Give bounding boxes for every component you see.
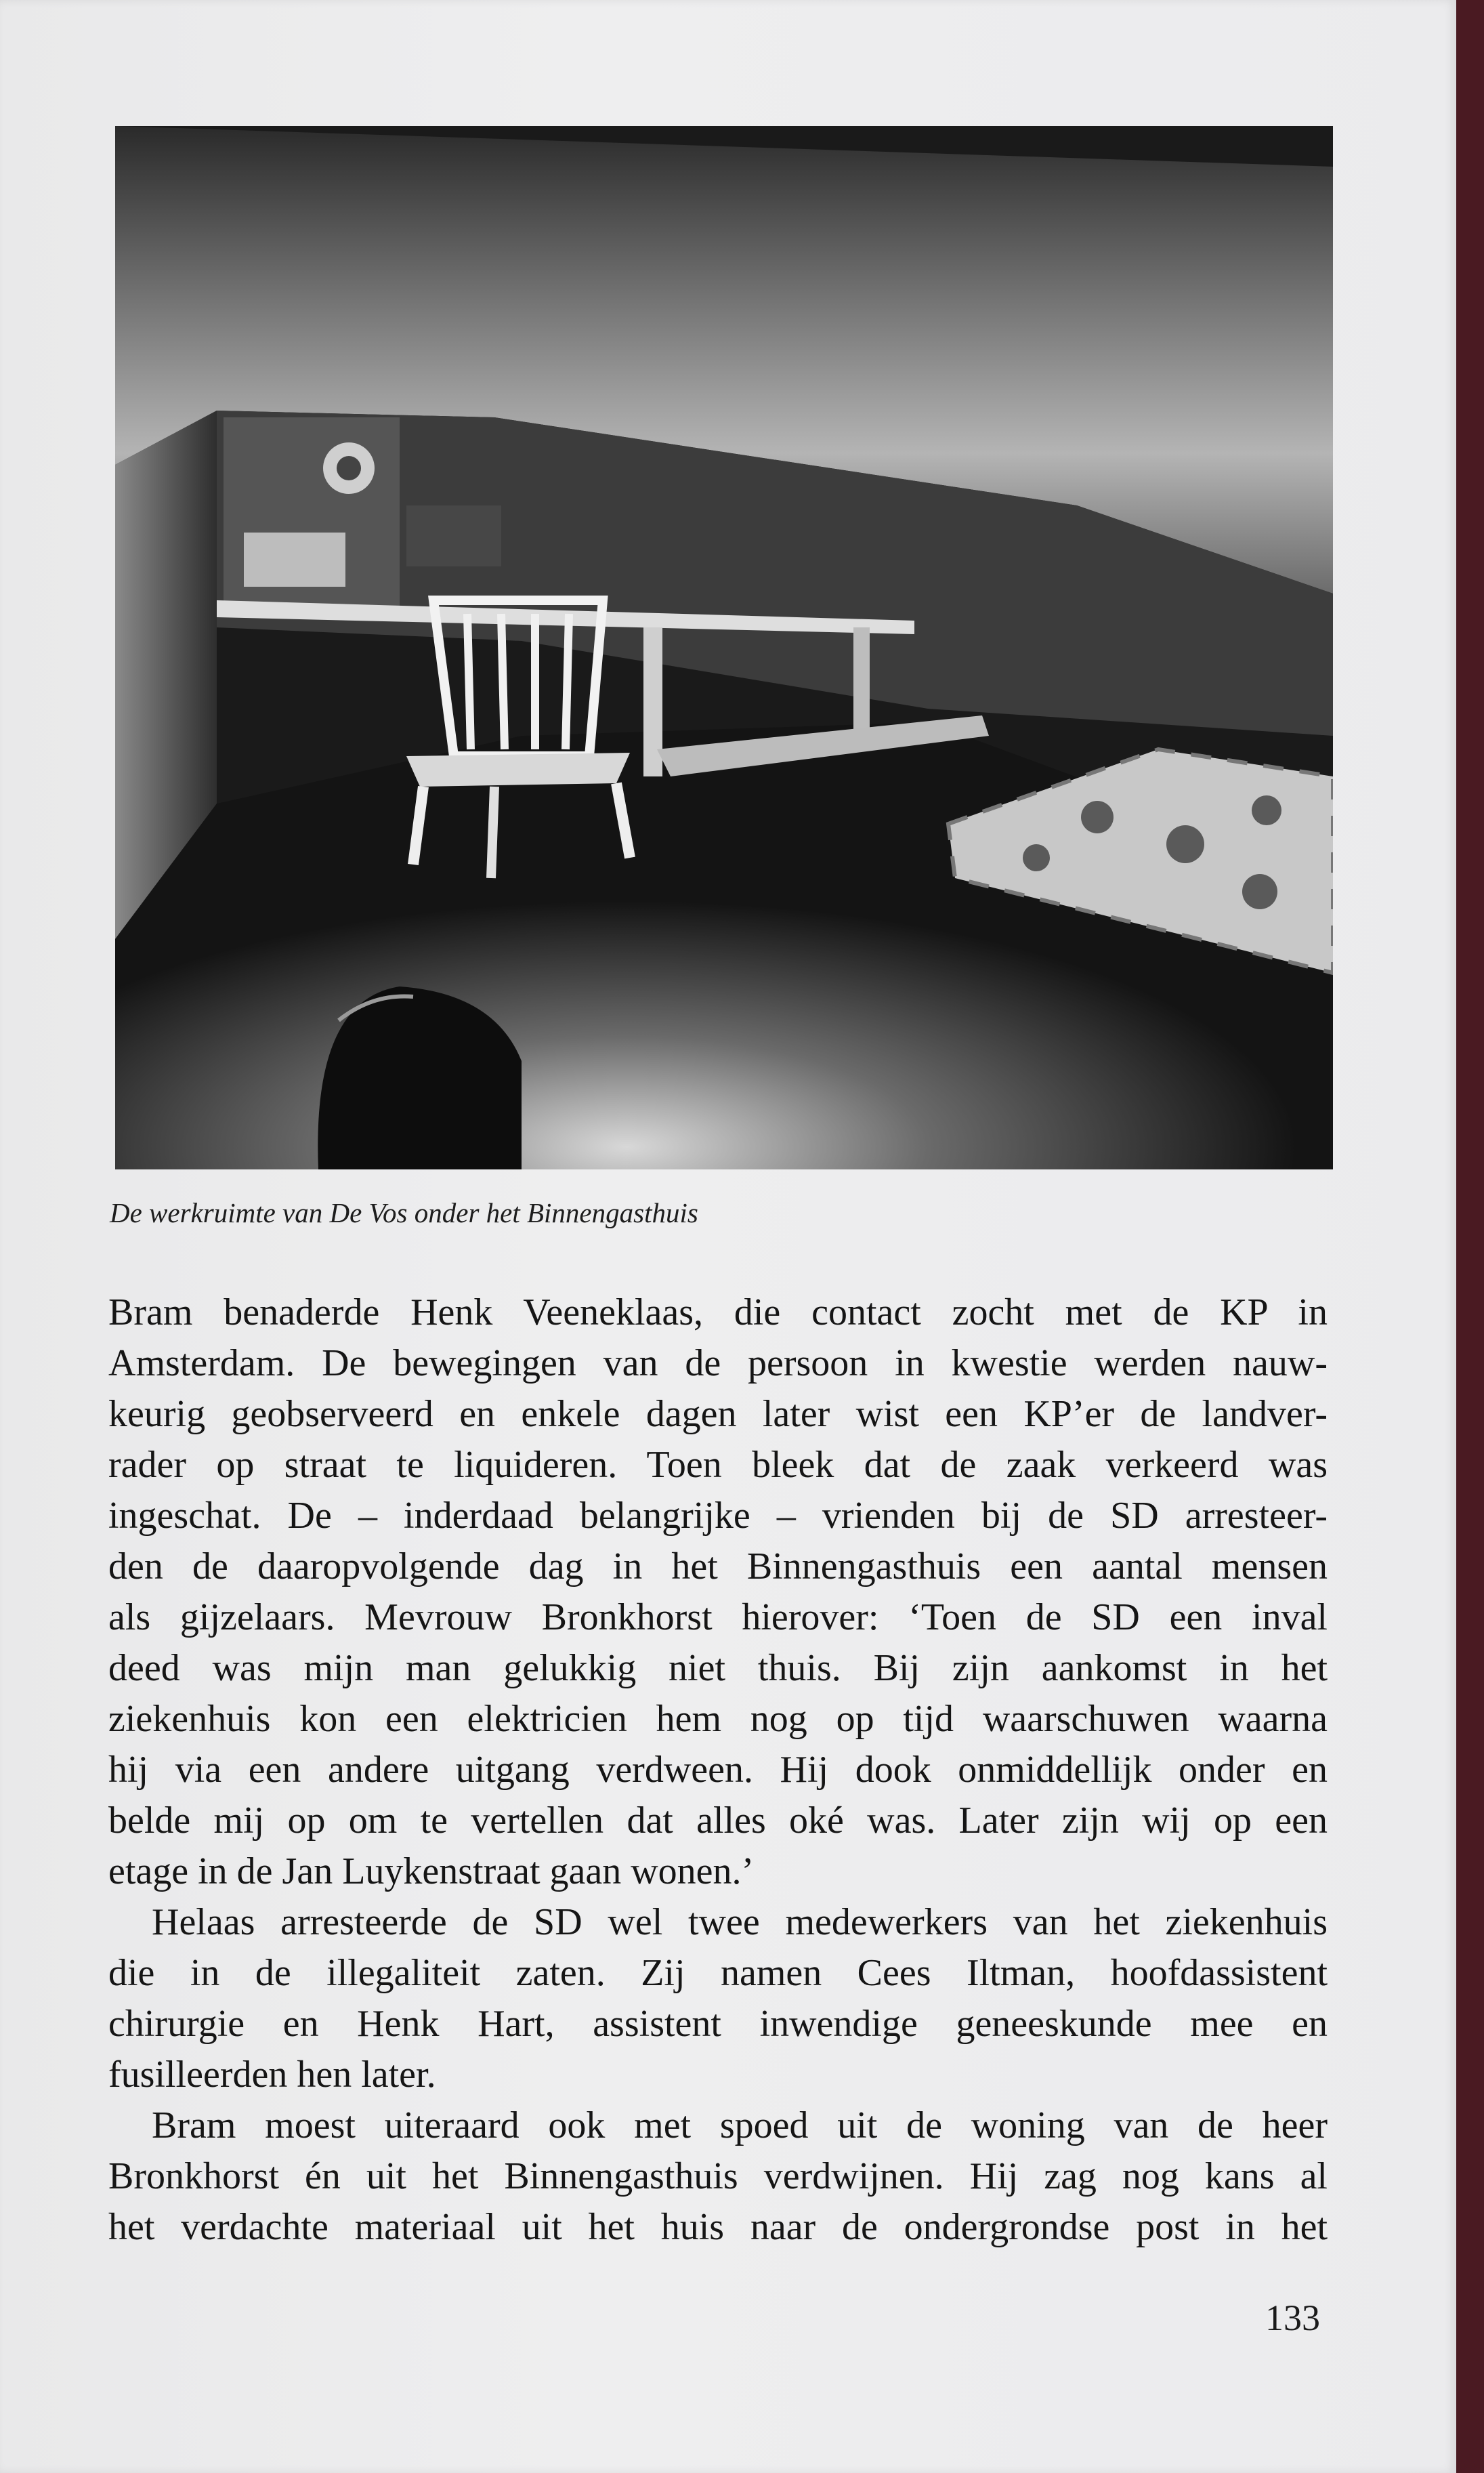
text-line: Amsterdam. De bewegingen van de persoon in kwestie werden nauw- <box>108 1342 1328 1384</box>
basement-workroom-photo <box>115 126 1333 1169</box>
text-line: ziekenhuis kon een elektricien hem nog op tijd waarschuwen waarna <box>108 1698 1328 1740</box>
body-text <box>108 1287 1328 2253</box>
text-line: die in de illegaliteit zaten. Zij namen Cees Iltman, hoofdassistent <box>108 1952 1328 1994</box>
text-line: etage in de Jan Luykenstraat gaan wonen.’ <box>108 1850 755 1892</box>
page-number: 133 <box>1265 2298 1320 2338</box>
photo-illustration <box>115 126 1333 1169</box>
text-line: Bram benaderde Henk Veeneklaas, die contact zocht met de KP in <box>108 1291 1328 1333</box>
text-line: Bronkhorst én uit het Binnengasthuis verdwijnen. Hij zag nog kans al <box>108 2155 1328 2197</box>
text-line: Helaas arresteerde de SD wel twee medewerkers van het ziekenhuis <box>152 1901 1328 1943</box>
text-line: keurig geobserveerd en enkele dagen later wist een KP’er de landver- <box>108 1393 1328 1435</box>
text-line: den de daaropvolgende dag in het Binnengasthuis een aantal mensen <box>108 1545 1328 1587</box>
text-line: ingeschat. De – inderdaad belangrijke – vrienden bij de SD arresteer- <box>108 1495 1328 1537</box>
text-line: deed was mijn man gelukkig niet thuis. Bij zijn aankomst in het <box>108 1647 1328 1689</box>
text-line: als gijzelaars. Mevrouw Bronkhorst hierover: ‘Toen de SD een inval <box>108 1596 1328 1638</box>
text-line: het verdachte materiaal uit het huis naar de ondergrondse post in het <box>108 2206 1328 2248</box>
text-line: belde mij op om te vertellen dat alles oké was. Later zijn wij op een <box>108 1800 1328 1842</box>
text-line: fusilleerden hen later. <box>108 2054 436 2096</box>
text-line: hij via een andere uitgang verdween. Hij dook onmiddellijk onder en <box>108 1749 1328 1791</box>
text-line: chirurgie en Henk Hart, assistent inwendige geneeskunde mee en <box>108 2003 1328 2045</box>
photo-caption: De werkruimte van De Vos onder het Binnengasthuis <box>110 1197 698 1228</box>
text-line: Bram moest uiteraard ook met spoed uit de woning van de heer <box>152 2104 1328 2146</box>
text-line: rader op straat te liquideren. Toen bleek dat de zaak verkeerd was <box>108 1444 1328 1486</box>
